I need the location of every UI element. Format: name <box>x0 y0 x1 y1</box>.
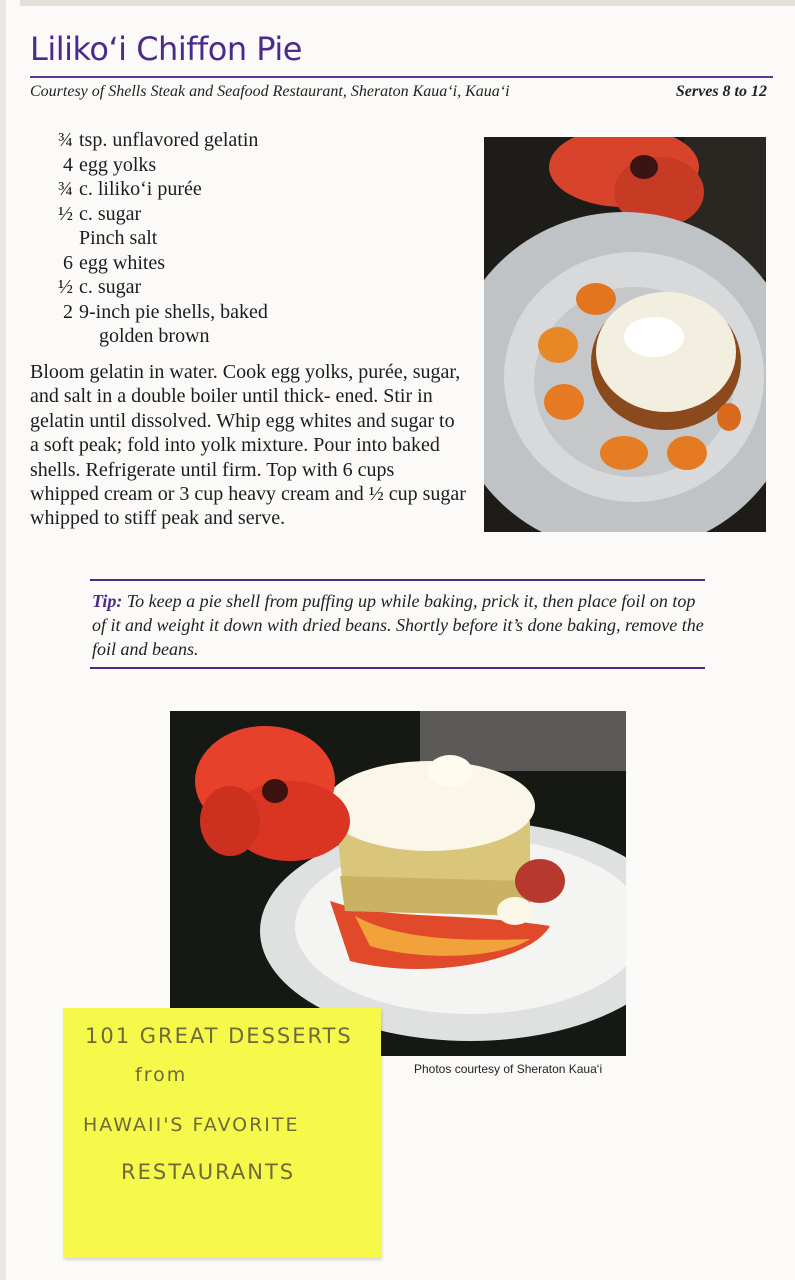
photo-credit: Photos courtesy of Sheraton Kaua‘i <box>414 1062 603 1076</box>
sticky-note-line: RESTAURANTS <box>121 1160 296 1184</box>
tip-divider-bottom <box>90 667 705 669</box>
recipe-instructions: Bloom gelatin in water. Cook egg yolks, purée, sugar, and salt in a double boiler until thick- ened. Stir in gelatin until dissolved. Whip egg whites and sugar to a soft peak; fold into yolk mixture. Pour into baked shells. Refrigerate until firm. Top with 6 cups whipped cream or 3 cup heavy cream and ½ cup sugar whipped to stiff peak and serve. <box>30 361 466 530</box>
recipe-courtesy: Courtesy of Shells Steak and Seafood Restaurant, Sheraton Kaua‘i, Kaua‘i <box>30 83 510 100</box>
ingredient-item: c. sugar <box>79 202 142 225</box>
ingredient-qty: ½ <box>58 276 73 298</box>
ingredient-row <box>40 251 470 276</box>
ingredient-qty <box>40 226 79 251</box>
sticky-note-line: from <box>135 1064 188 1086</box>
ingredient-item: c. liliko‘i purée <box>79 178 202 200</box>
tip-text: To keep a pie shell from puffing up while baking, prick it, then place foil on top of it and weight it down with dried beans. Shortly before it’s done baking, remove the foil and beans. <box>92 591 704 659</box>
recipe-title: Liliko‘i Chiffon Pie <box>30 30 302 68</box>
ingredient-row <box>40 128 470 153</box>
ingredient-qty: ¾ <box>58 178 73 200</box>
ingredient-item: Pinch salt <box>79 227 158 249</box>
ingredient-qty: ¾ <box>58 129 73 151</box>
page-left-edge <box>0 0 6 1280</box>
ingredient-continuation: golden brown <box>99 325 210 347</box>
ingredient-qty: ½ <box>58 202 73 225</box>
ingredient-qty: 2 <box>63 300 73 323</box>
sticky-note-line: 101 GREAT DESSERTS <box>85 1024 353 1048</box>
ingredient-qty: 4 <box>63 153 73 176</box>
sticky-note <box>63 1008 381 1258</box>
tart-photo-illustration <box>484 137 766 532</box>
ingredient-row <box>40 153 470 178</box>
ingredient-row <box>40 177 470 202</box>
ingredient-row <box>40 300 470 325</box>
ingredient-row <box>40 275 470 300</box>
ingredient-row <box>40 324 470 349</box>
ingredient-row <box>40 202 470 227</box>
ingredient-item: tsp. unflavored gelatin <box>79 129 259 151</box>
page-top-edge <box>20 0 795 6</box>
pie-slice-illustration <box>170 711 626 1056</box>
sticky-note-line: HAWAII'S FAVORITE <box>83 1114 300 1136</box>
recipe-serves: Serves 8 to 12 <box>675 83 767 100</box>
title-divider <box>30 76 773 78</box>
ingredient-row <box>40 226 470 251</box>
ingredient-list <box>40 128 470 349</box>
ingredient-qty: 6 <box>63 251 73 274</box>
ingredient-item: egg yolks <box>79 153 157 176</box>
pie-slice-photo <box>170 711 626 1056</box>
tip-label: Tip: <box>92 591 123 611</box>
ingredient-item: egg whites <box>79 251 166 274</box>
tip-divider-top <box>90 579 705 581</box>
ingredient-item: c. sugar <box>79 276 142 298</box>
tart-photo <box>484 137 766 532</box>
ingredient-item: 9-inch pie shells, baked <box>79 300 268 323</box>
tip-box <box>92 589 704 661</box>
